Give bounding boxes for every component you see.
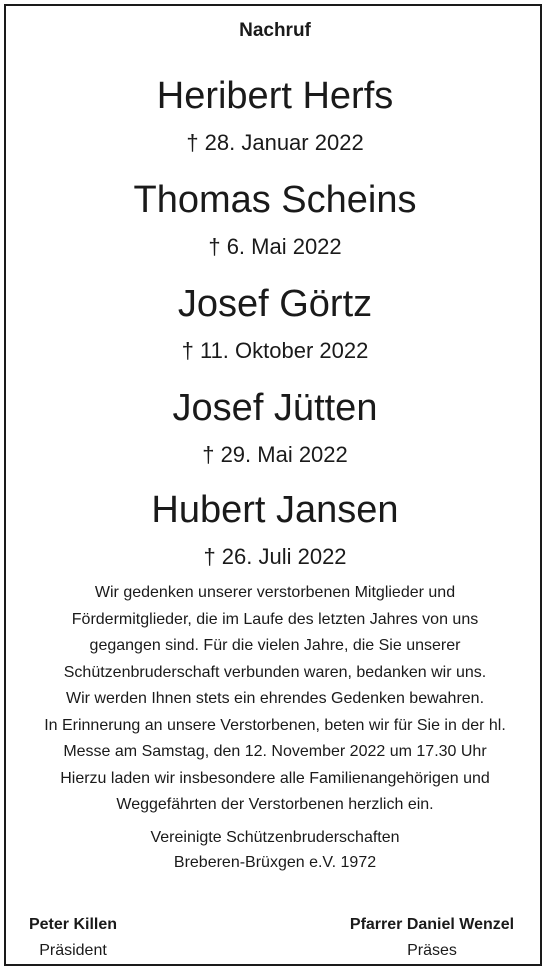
organization-name: Vereinigte Schützenbruderschaften [150, 829, 400, 846]
text-line: gegangen sind. Für die vielen Jahre, die Sie unserer [89, 637, 461, 654]
signature-praeses [332, 912, 532, 964]
deceased-name: Josef Görtz [177, 283, 373, 325]
signatory-role: Präses [407, 942, 457, 959]
text-line: Schützenbruderschaft verbunden waren, bedanken wir uns. [63, 663, 487, 681]
organization-block [0, 825, 550, 875]
signatory-role: Präsident [39, 942, 107, 959]
signature-president [18, 912, 128, 964]
deceased-entry [0, 488, 550, 570]
deceased-name: Josef Jütten [172, 387, 378, 429]
death-date: † 6. Mai 2022 [208, 234, 342, 259]
text-line: Weggefährten der Verstorbenen herzlich ein. [116, 796, 434, 813]
death-date: † 28. Januar 2022 [186, 130, 364, 155]
text-line: Wir werden Ihnen stets ein ehrendes Gedenken bewahren. [65, 690, 485, 707]
text-line: Wir gedenken unserer verstorbenen Mitglieder und [94, 584, 456, 601]
death-date: † 29. Mai 2022 [202, 442, 348, 467]
deceased-name: Heribert Herfs [156, 75, 394, 117]
signatory-name: Pfarrer Daniel Wenzel [349, 916, 515, 933]
deceased-entry [0, 178, 550, 260]
text-line: Fördermitglieder, die im Laufe des letzten Jahres von uns [71, 610, 479, 628]
page-title: Nachruf [239, 20, 311, 41]
memorial-text [0, 580, 550, 819]
deceased-entry [0, 282, 550, 364]
deceased-entry [0, 74, 550, 156]
deceased-entry [0, 386, 550, 468]
text-line: In Erinnerung an unsere Verstorbenen, beten wir für Sie in der hl. [44, 716, 506, 734]
organization-location: Breberen-Brüxgen e.V. 1972 [173, 854, 377, 871]
death-date: † 11. Oktober 2022 [181, 338, 369, 363]
deceased-name: Hubert Jansen [151, 489, 399, 531]
death-date: † 26. Juli 2022 [203, 544, 347, 569]
text-line: Messe am Samstag, den 12. November 2022 um 17.30 Uhr [63, 743, 487, 760]
signatory-name: Peter Killen [28, 916, 118, 933]
deceased-name: Thomas Scheins [133, 179, 417, 221]
text-line: Hierzu laden wir insbesondere alle Familienangehörigen und [60, 769, 490, 787]
